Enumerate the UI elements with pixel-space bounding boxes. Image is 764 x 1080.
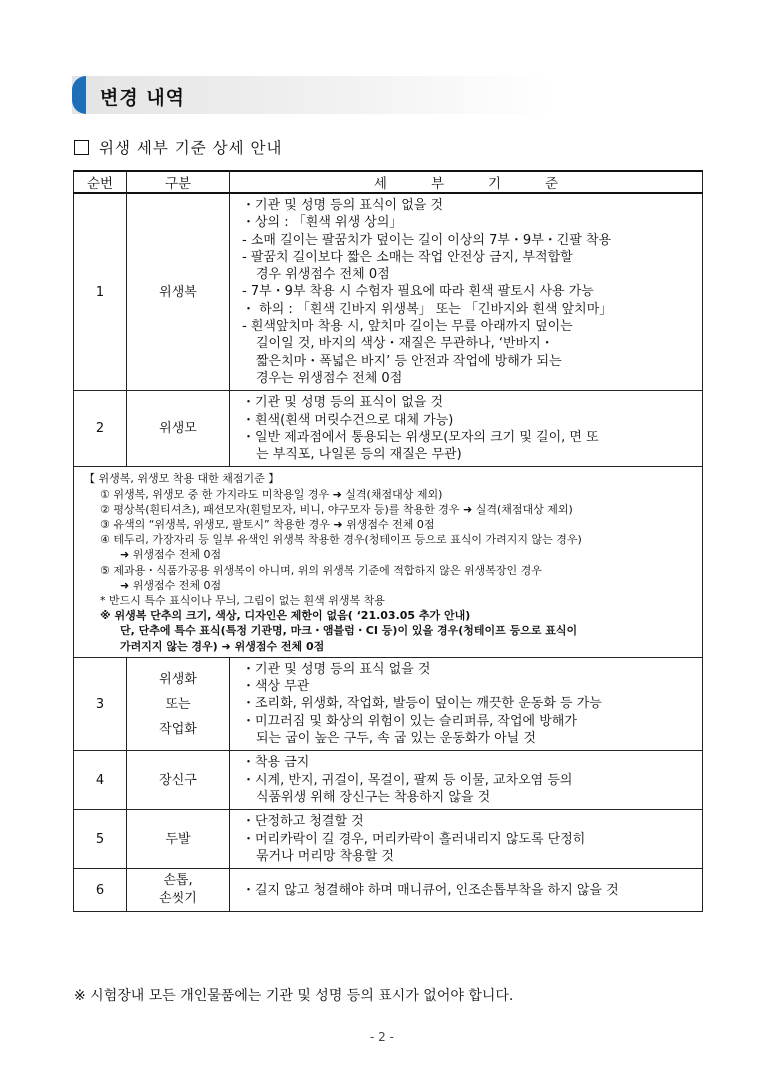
detail-line: - 팔꿈치 길이보다 짧은 소매는 작업 안전상 금지, 부적합할: [242, 249, 573, 265]
row-category: [127, 869, 230, 912]
notes-item: ⑤ 제과용・식품가공용 위생복이 아니며, 위의 위생복 기준에 적합하지 않은 위생복장인 경우: [100, 563, 542, 577]
page-number: - 2 -: [370, 1030, 394, 1044]
scoring-notes-row: [74, 467, 703, 657]
category-line: 또는: [165, 696, 191, 712]
row-detail: [230, 193, 703, 391]
notes-bold-line: 가려지지 않는 경우) ➜ 위생점수 전체 0점: [120, 639, 325, 653]
checkbox-square-icon: [74, 140, 89, 155]
row-category: [127, 391, 230, 467]
table-row: [74, 391, 703, 467]
category-line: 위생모: [159, 421, 197, 437]
table-header-row: [74, 171, 703, 193]
row-number: 3: [74, 657, 127, 750]
row-category: [127, 657, 230, 750]
detail-line: ・색상 무관: [242, 679, 310, 695]
row-number: 1: [74, 193, 127, 391]
row-detail: [230, 751, 703, 810]
table-row: [74, 657, 703, 750]
footer-note: ※ 시험장내 모든 개인물품에는 기관 및 성명 등의 표시가 없어야 합니다.: [74, 988, 514, 1004]
category-line: 두발: [165, 831, 191, 847]
notes-bold-line: 단, 단추에 특수 표식(특정 기관명, 마크・앰블럼・CI 등)이 있을 경우(청테이프 등으로 표식이: [120, 624, 578, 638]
detail-line: 경우 위생점수 전체 0점: [256, 267, 390, 283]
detail-line: ・단정하고 청결할 것: [242, 814, 364, 830]
detail-line: 는 부직포, 나일론 등의 재질은 무관): [256, 447, 462, 463]
detail-line: - 7부・9부 착용 시 수험자 필요에 따라 흰색 팔토시 사용 가능: [242, 284, 594, 300]
detail-line: ・시계, 반지, 귀걸이, 목걸이, 팔찌 등 이물, 교차오염 등의: [242, 772, 573, 788]
row-detail: [230, 869, 703, 912]
detail-line: ・기관 및 성명 등의 표식이 없을 것: [242, 395, 444, 411]
detail-line: ・길지 않고 청결해야 하며 매니큐어, 인조손톱부착을 하지 않을 것: [242, 882, 619, 898]
detail-line: 짧은치마・폭넓은 바지’ 등 안전과 작업에 방해가 되는: [256, 353, 562, 369]
row-category: [127, 751, 230, 810]
detail-line: - 소매 길이는 팔꿈치가 덮이는 길이 이상의 7부・9부・긴팔 착용: [242, 232, 612, 248]
row-number: 6: [74, 869, 127, 912]
detail-line: ・기관 및 성명 등의 표식이 없을 것: [242, 198, 444, 213]
row-detail: [230, 810, 703, 869]
table-row: [74, 751, 703, 810]
section-title-text: 위생 세부 기준 상세 안내: [99, 139, 283, 157]
detail-line: ・착용 금지: [242, 755, 310, 771]
category-line: 작업화: [159, 721, 197, 737]
scoring-notes: [74, 467, 703, 657]
row-detail: [230, 657, 703, 750]
detail-line: ・상의 : 「흰색 위생 상의」: [242, 215, 403, 231]
category-line: 위생복: [159, 284, 197, 300]
header-detail-char: 세: [373, 176, 387, 192]
notes-item: ① 위생복, 위생모 중 한 가지라도 미착용일 경우 ➜ 실격(채점대상 제외): [100, 487, 443, 501]
row-number: 2: [74, 391, 127, 467]
row-number: 5: [74, 810, 127, 869]
table-row: [74, 869, 703, 912]
row-category: [127, 810, 230, 869]
notes-bold-line: ※ 위생복 단추의 크기, 색상, 디자인은 제한이 없음( ‘21.03.05 추가 안내): [100, 609, 471, 623]
header-detail-char: 기: [488, 176, 502, 192]
detail-line: ・조리화, 위생화, 작업화, 발등이 덮이는 깨끗한 운동화 등 가능: [242, 696, 602, 712]
notes-item: ④ 테두리, 가장자리 등 일부 유색인 위생복 착용한 경우(청테이프 등으로 표식이 가려지지 않는 경우): [100, 533, 582, 547]
header-detail-char: 준: [545, 176, 559, 192]
detail-line: ・흰색(흰색 머릿수건으로 대체 가능): [242, 412, 454, 428]
notes-item: ➜ 위생점수 전체 0점: [120, 548, 222, 562]
detail-line: ・머리카락이 길 경우, 머리카락이 흘러내리지 않도록 단정히: [242, 831, 586, 847]
header-accent-tab: [72, 76, 86, 114]
detail-line: 되는 굽이 높은 구두, 속 굽 있는 운동화가 아닐 것: [256, 731, 536, 747]
detail-line: ・미끄러짐 및 화상의 위험이 있는 슬리퍼류, 작업에 방해가: [242, 713, 577, 729]
notes-title: 【 위생복, 위생모 착용 대한 채점기준 】: [84, 472, 280, 486]
detail-line: ・일반 제과점에서 통용되는 위생모(모자의 크기 및 길이, 면 또: [242, 429, 599, 445]
row-number: 4: [74, 751, 127, 810]
header-title: 변경 내역: [100, 87, 186, 109]
category-line: 손톱,: [163, 873, 193, 889]
notes-star-line: * 반드시 특수 표식이나 무늬, 그림이 없는 흰색 위생복 착용: [100, 594, 385, 608]
header-detail: [230, 171, 703, 193]
notes-item: ➜ 위생점수 전체 0점: [120, 578, 222, 592]
detail-line: 길이일 것, 바지의 색상・재질은 무관하나, ‘반바지・: [256, 336, 554, 352]
notes-item: ③ 유색의 “위생복, 위생모, 팔토시” 착용한 경우 ➜ 위생점수 전체 0점: [100, 518, 435, 532]
detail-line: - 흰색앞치마 착용 시, 앞치마 길이는 무릎 아래까지 덮이는: [242, 319, 573, 335]
category-line: 손씻기: [159, 891, 197, 907]
hygiene-criteria-table: [73, 170, 703, 912]
notes-item: ② 평상복(흰티셔츠), 패션모자(흰털모자, 비니, 야구모자 등)를 착용한 경우 ➜ 실격(채점대상 제외): [100, 502, 573, 516]
header-detail-char: 부: [430, 176, 444, 192]
detail-line: 경우는 위생점수 전체 0점: [256, 370, 403, 386]
header-category: 구분: [127, 171, 230, 193]
table-row: [74, 810, 703, 869]
detail-line: 식품위생 위해 장신구는 착용하지 않을 것: [256, 789, 491, 805]
row-detail: [230, 391, 703, 467]
table-row: [74, 193, 703, 391]
detail-line: ・ 하의 : 「흰색 긴바지 위생복」 또는 「긴바지와 흰색 앞치마」: [242, 301, 613, 317]
detail-line: ・기관 및 성명 등의 표식 없을 것: [242, 661, 431, 677]
row-category: [127, 193, 230, 391]
category-line: 위생화: [159, 671, 197, 687]
header-no: 순번: [74, 171, 127, 193]
detail-line: 묶거나 머리망 착용할 것: [256, 848, 394, 864]
section-title: [74, 136, 282, 158]
category-line: 장신구: [159, 772, 197, 788]
